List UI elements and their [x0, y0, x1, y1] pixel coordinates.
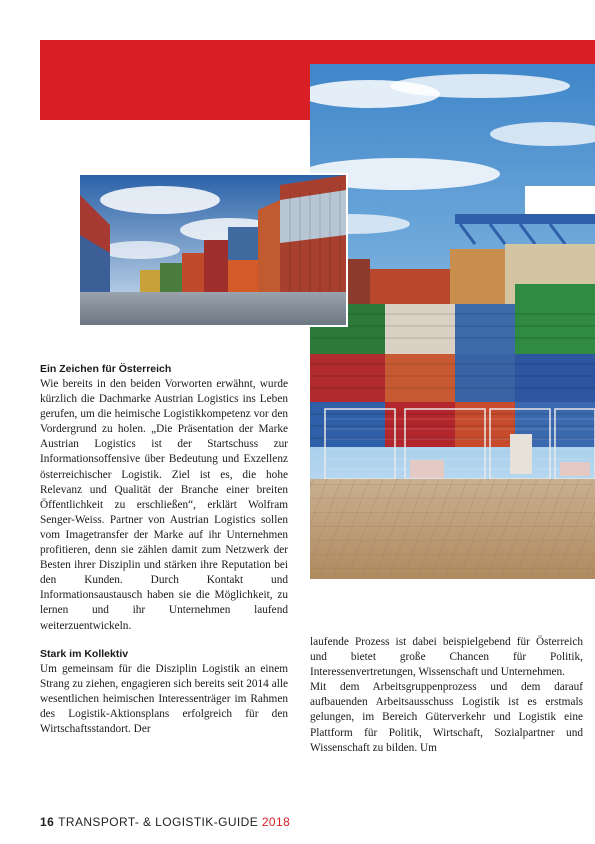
inset-container-stacks-photo — [80, 175, 346, 325]
header-red-band — [40, 40, 595, 64]
text-column-left — [40, 362, 288, 737]
paragraph: laufende Prozess ist dabei beispielgebend für Österreich und bietet große Chancen für Politik, Interessenvertretungen, Wissenschaft und Unternehmen. — [310, 636, 583, 679]
text-column-right — [310, 635, 583, 756]
section-heading: Stark im Kollektiv — [40, 647, 129, 660]
paragraph: Mit dem Arbeitsgruppenprozess und dem darauf aufbauenden Arbeitsausschuss Logistik ist es erstmals gelungen, im Bereich Güterverkehr und Logistik eine Plattform für Politik, Wirtschaft, Sozialpartner und Wissenschaft zu bilden. Um — [310, 681, 583, 754]
page-number: 16 — [40, 815, 55, 829]
header-red-block — [40, 64, 310, 120]
paragraph: Wie bereits in den beiden Vorworten erwähnt, wurde kürzlich die Dachmarke Austrian Logistics ins Leben gerufen, um die heimische Logistikkompetenz vor den Vordergrund zu holen. „Die Präsentation der Marke Austrian Logistics ist der Startschuss zur Informationsoffensive über Bedeutung und Exzellenz österreichischer Logistik. Ziel ist es, die hohe Relevanz und Qualität der Branche einer breiten Öffentlichkeit zu erschließen“, erklärt Wolfram Senger-Weiss. Partner von Austrian Logistics sollen vom Imagetransfer der Marke auf ihr Unternehmen profitieren, denn sie zählen damit zum Netzwerk der Besten ihrer Disziplin und stärken ihre Reputation bei den Kunden. Durch Kontakt und Informationsaustausch haben sie die Möglichkeit, zu lernen und ihr Unternehmen laufend weiterzuentwickeln. — [40, 378, 288, 632]
paragraph: Um gemeinsam für die Disziplin Logistik an einem Strang zu ziehen, engagieren sich bereits seit 2014 alle wesentlichen heimischen Interessenträger im Rahmen des Logistik-Aktionsplans erfolgreich für den Wirtschaftsstandort. Der — [40, 662, 288, 735]
publication-title: TRANSPORT- & LOGISTIK-GUIDE — [58, 815, 259, 829]
section-heading: Ein Zeichen für Österreich — [40, 363, 172, 375]
hero-container-terminal-photo — [310, 64, 595, 579]
page-footer — [40, 815, 290, 829]
publication-year: 2018 — [261, 815, 291, 829]
